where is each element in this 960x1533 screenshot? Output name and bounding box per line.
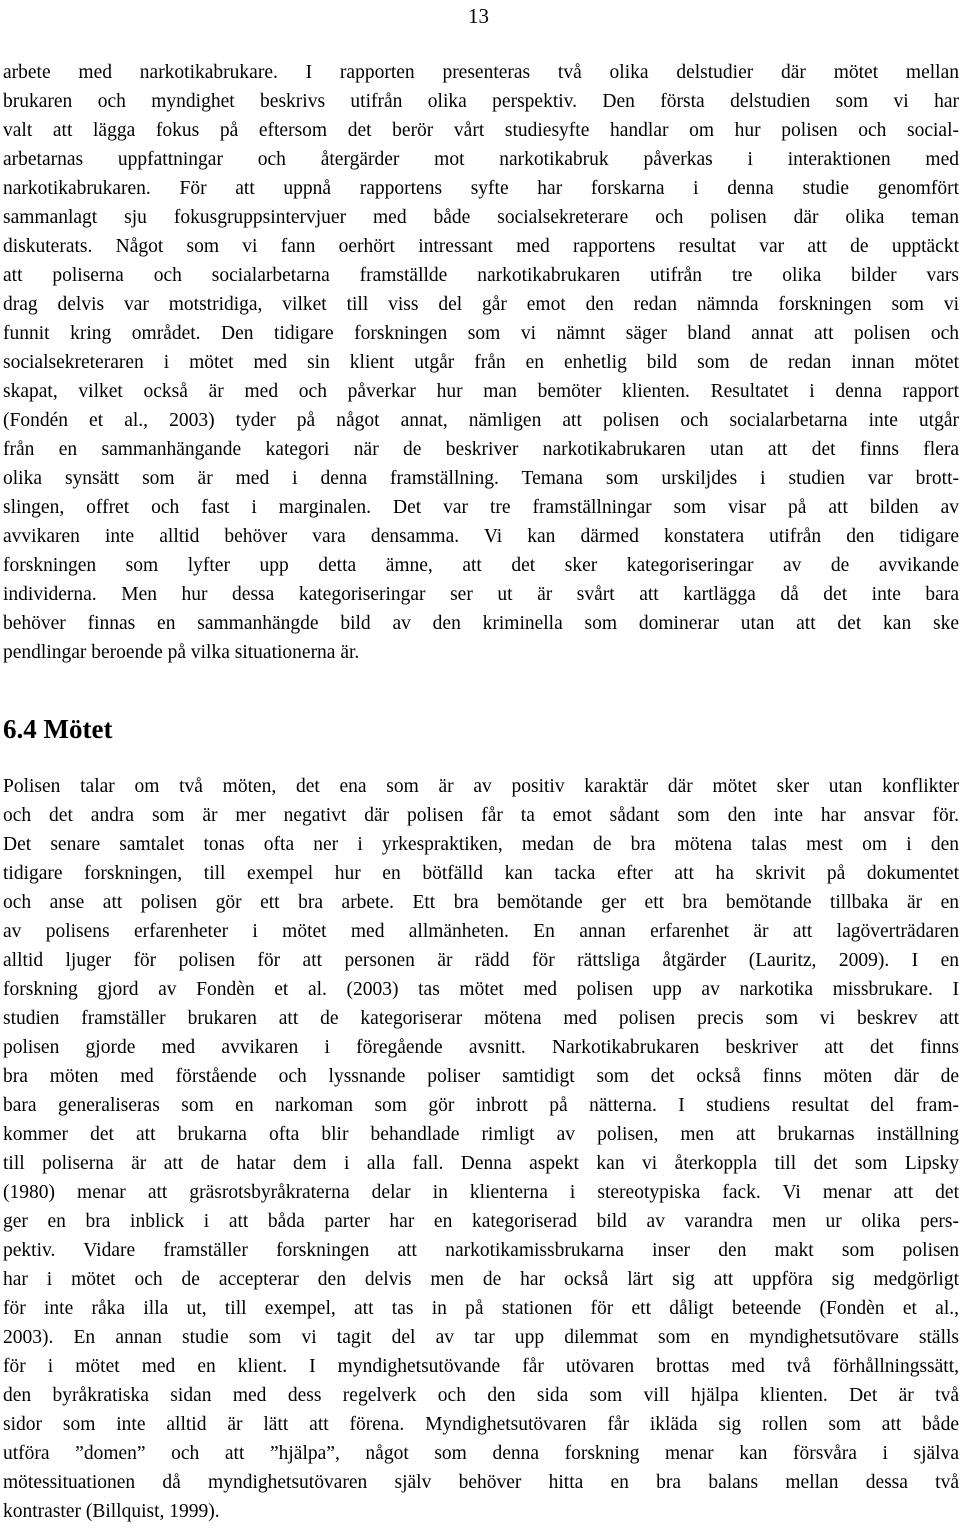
text-line: behöver finnas en sammanhängde bild av den kriminella som dominerar utan att det kan ske	[3, 613, 959, 634]
text-line: drag delvis var motstridiga, vilket till viss del går emot den redan nämnda forskningen som vi	[3, 294, 959, 315]
text-line: (1980) menar att gräsrotsbyråkraterna delar in klienterna i stereotypiska fack. Vi menar att det	[3, 1182, 959, 1203]
text-line: pendlingar beroende på vilka situationerna är.	[3, 642, 360, 663]
text-line: alltid ljuger för polisen för att personen är rädd för rättsliga åtgärder (Lauritz, 2009). I en	[3, 950, 959, 971]
text-line: för i mötet med en klient. I myndighetsutövande får utövaren brottas med två förhållningssätt,	[3, 1356, 959, 1377]
section-heading: 6.4 Mötet	[3, 714, 113, 744]
text-line: ger en bra inblick i att båda parter har en kategoriserad bild av varandra men ur olika pers-	[3, 1211, 959, 1232]
text-line: (Fondén et al., 2003) tyder på något annat, nämligen att polisen och socialarbetarna inte utgår	[3, 410, 959, 431]
text-line: skapat, vilket också är med och påverkar hur man bemöter klienten. Resultatet i denna rapport	[3, 381, 959, 402]
text-line: att poliserna och socialarbetarna framställde narkotikabrukaren utifrån tre olika bilder vars	[3, 265, 959, 286]
text-line: forskning gjord av Fondèn et al. (2003) tas mötet med polisen upp av narkotika missbrukare. I	[3, 979, 959, 1000]
paragraph-1	[3, 58, 959, 667]
text-line: brukaren och myndighet beskrivs utifrån olika perspektiv. Den första delstudien som vi har	[3, 91, 959, 112]
text-line: diskuterats. Något som vi fann oerhört intressant med rapportens resultat var att de upptäckt	[3, 236, 959, 257]
text-line: kommer det att brukarna ofta blir behandlade rimligt av polisen, men att brukarnas inställning	[3, 1124, 959, 1145]
text-line: kontraster (Billquist, 1999).	[3, 1501, 220, 1522]
text-line: bra möten med förstående och lyssnande poliser samtidigt som det också finns möten där de	[3, 1066, 959, 1087]
text-line: slingen, offret och fast i marginalen. Det var tre framställningar som visar på att bilden av	[3, 497, 959, 518]
text-line: av polisens erfarenheter i mötet med allmänheten. En annan erfarenhet är att lagöverträdaren	[3, 921, 959, 942]
text-line: pektiv. Vidare framställer forskningen att narkotikamissbrukarna inser den makt som polisen	[3, 1240, 959, 1261]
text-line: avvikaren inte alltid behöver vara densamma. Vi kan därmed konstatera utifrån den tidigare	[3, 526, 959, 547]
text-line: och det andra som är mer negativt där polisen får ta emot sådant som den inte har ansvar för.	[3, 805, 959, 826]
text-line: och anse att polisen gör ett bra arbete. Ett bra bemötande ger ett bra bemötande tillbaka är en	[3, 892, 959, 913]
text-line: sammanlagt sju fokusgruppsintervjuer med både socialsekreterare och polisen där olika teman	[3, 207, 959, 228]
text-line: tidigare forskningen, till exempel hur en bötfälld kan tacka efter att ha skrivit på dokumentet	[3, 863, 959, 884]
text-line: har i mötet och de accepterar den delvis men de har också lärt sig att uppföra sig medgörligt	[3, 1269, 959, 1290]
text-line: för inte råka illa ut, till exempel, att tas in på stationen för ett dåligt beteende (Fondèn et al.,	[3, 1298, 959, 1319]
paragraph-2	[3, 772, 959, 1526]
text-line: till poliserna är att de hatar dem i alla fall. Denna aspekt kan vi återkoppla till det som Lipsky	[3, 1153, 959, 1174]
text-line: sidor som inte alltid är lätt att förena. Myndighetsutövaren får ikläda sig rollen som att både	[3, 1414, 959, 1435]
text-line: utföra ”domen” och att ”hjälpa”, något som denna forskning menar kan försvåra i själva	[3, 1443, 959, 1464]
text-line: den byråkratiska sidan med dess regelverk och den sida som vill hjälpa klienten. Det är två	[3, 1385, 959, 1406]
text-line: från en sammanhängande kategori när de beskriver narkotikabrukaren utan att det finns flera	[3, 439, 959, 460]
text-line: funnit kring området. Den tidigare forskningen som vi nämnt säger bland annat att polisen och	[3, 323, 959, 344]
text-line: Det senare samtalet tonas ofta ner i yrkespraktiken, medan de bra mötena talas mest om i den	[3, 834, 959, 855]
text-line: arbetarnas uppfattningar och återgärder mot narkotikabruk påverkas i interaktionen med	[3, 149, 959, 170]
text-line: 2003). En annan studie som vi tagit del av tar upp dilemmat som en myndighetsutövare ställs	[3, 1327, 959, 1348]
text-line: individerna. Men hur dessa kategoriseringar ser ut är svårt att kartlägga då det inte bara	[3, 584, 959, 605]
page-number: 13	[468, 4, 489, 28]
text-line: studien framställer brukaren att de kategoriserar mötena med polisen precis som vi beskrev att	[3, 1008, 959, 1029]
text-line: olika synsätt som är med i denna framställning. Temana som urskiljdes i studien var brott-	[3, 468, 959, 489]
text-line: polisen gjorde med avvikaren i föregående avsnitt. Narkotikabrukaren beskriver att det finns	[3, 1037, 959, 1058]
text-line: mötessituationen då myndighetsutövaren själv behöver hitta en bra balans mellan dessa två	[3, 1472, 959, 1493]
text-line: narkotikabrukaren. För att uppnå rapportens syfte har forskarna i denna studie genomfört	[3, 178, 959, 199]
text-line: valt att lägga fokus på eftersom det berör vårt studiesyfte handlar om hur polisen och social-	[3, 120, 959, 141]
text-line: socialsekreteraren i mötet med sin klient utgår från en enhetlig bild som de redan innan mötet	[3, 352, 959, 373]
text-line: Polisen talar om två möten, det ena som är av positiv karaktär där mötet sker utan konflikter	[3, 776, 959, 797]
text-line: forskningen som lyfter upp detta ämne, att det sker kategoriseringar av de avvikande	[3, 555, 959, 576]
text-line: arbete med narkotikabrukare. I rapporten presenteras två olika delstudier där mötet mellan	[3, 62, 959, 83]
text-line: bara generaliseras som en narkoman som gör inbrott på nätterna. I studiens resultat del fram-	[3, 1095, 959, 1116]
